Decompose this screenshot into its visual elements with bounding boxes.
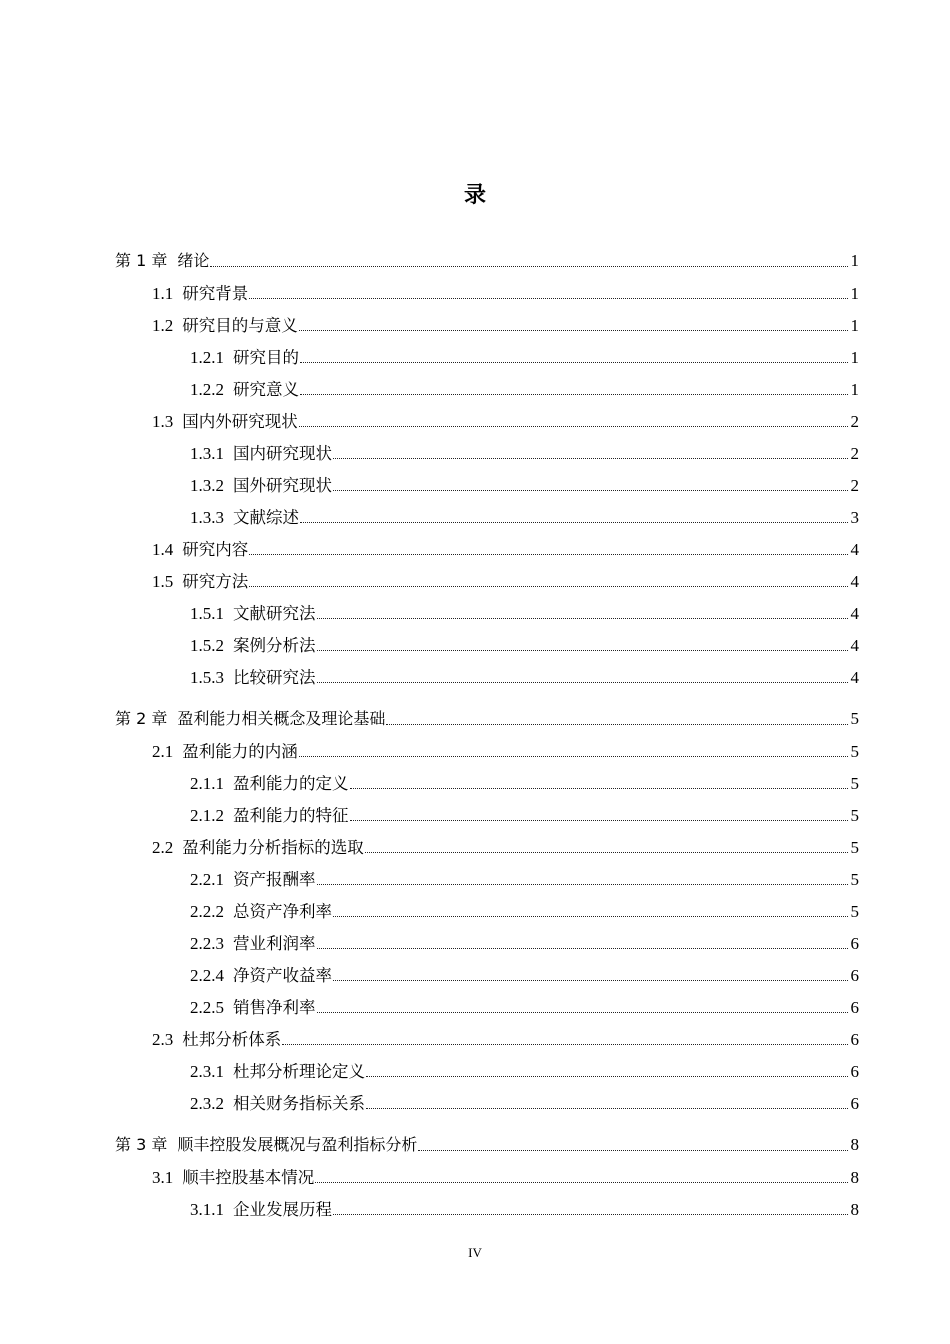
toc-entry-number: 1.3.2: [190, 476, 224, 495]
toc-subsection-entry[interactable]: [0, 798, 950, 830]
toc-entry-label: [152, 738, 298, 762]
dot-leader: [317, 650, 848, 651]
toc-entry-line: [152, 280, 859, 304]
toc-entry-number: 2.2.1: [190, 870, 224, 889]
toc-entry-line: [190, 472, 859, 496]
toc-entry-label: [190, 898, 332, 922]
toc-entry-title: 研究目的: [233, 348, 299, 367]
toc-page-number: 8: [850, 1168, 859, 1187]
toc-entry-title: 研究方法: [182, 572, 249, 591]
dot-leader: [386, 724, 847, 725]
toc-entry-line: [190, 802, 859, 826]
dot-leader: [317, 1012, 848, 1013]
toc-page-number: 1: [850, 380, 859, 399]
dot-leader: [249, 298, 847, 299]
toc-entry-line: [190, 376, 859, 400]
toc-section-entry[interactable]: [0, 734, 950, 766]
toc-entry-label: [190, 1058, 365, 1082]
page-number-footer: IV: [468, 1245, 482, 1260]
toc-entry-number: 第 2 章: [115, 709, 168, 728]
dot-leader: [317, 682, 848, 683]
toc-entry-title: 盈利能力的定义: [233, 774, 349, 793]
toc-entry-label: [152, 1164, 314, 1188]
dot-leader: [350, 820, 848, 821]
toc-entry-title: 顺丰控股基本情况: [182, 1168, 315, 1187]
toc-page-number: 5: [850, 838, 859, 857]
toc-entry-label: [190, 962, 332, 986]
toc-entry-number: 2.1.1: [190, 774, 224, 793]
toc-page-number: 8: [850, 1135, 859, 1154]
toc-entry-number: 1.4: [152, 540, 174, 559]
toc-page-number: 1: [850, 316, 859, 335]
toc-entry-label: [190, 664, 316, 688]
toc-entry-title: 营业利润率: [233, 934, 316, 953]
toc-chapter-entry[interactable]: [0, 244, 950, 276]
toc-page-number: 1: [850, 284, 859, 303]
toc-section-entry[interactable]: [0, 404, 950, 436]
toc-subsection-entry[interactable]: [0, 1192, 950, 1224]
toc-subsection-entry[interactable]: [0, 990, 950, 1022]
toc-entry-number: 1.2.2: [190, 380, 224, 399]
toc-entry-line: [190, 898, 859, 922]
toc-page-number: 5: [850, 870, 859, 889]
toc-subsection-entry[interactable]: [0, 436, 950, 468]
toc-entry-label: [115, 706, 385, 729]
toc-subsection-entry[interactable]: [0, 500, 950, 532]
toc-subsection-entry[interactable]: [0, 596, 950, 628]
toc-page-number: 6: [850, 934, 859, 953]
toc-entry-number: 1.2: [152, 316, 174, 335]
toc-entry-line: [152, 1026, 859, 1050]
toc-entry-title: 国内外研究现状: [182, 412, 298, 431]
toc-subsection-entry[interactable]: [0, 862, 950, 894]
toc-entry-title: 资产报酬率: [233, 870, 316, 889]
toc-entry-number: 1.1: [152, 284, 174, 303]
toc-entry-title: 企业发展历程: [233, 1200, 332, 1219]
toc-page-number: 2: [850, 412, 859, 431]
toc-page-number: 2: [850, 476, 859, 495]
toc-entry-label: [190, 994, 316, 1018]
toc-subsection-entry[interactable]: [0, 660, 950, 692]
table-of-contents: [0, 244, 950, 1224]
toc-entry-label: [152, 834, 364, 858]
dot-leader: [210, 266, 847, 267]
toc-page-number: 1: [850, 251, 859, 270]
dot-leader: [282, 1044, 847, 1045]
toc-entry-line: [152, 408, 859, 432]
toc-entry-number: 3.1: [152, 1168, 174, 1187]
dot-leader: [249, 554, 847, 555]
toc-entry-number: 2.2.2: [190, 902, 224, 921]
toc-entry-label: [190, 866, 316, 890]
toc-entry-number: 1.3: [152, 412, 174, 431]
toc-section-entry[interactable]: [0, 276, 950, 308]
dot-leader: [333, 490, 848, 491]
toc-subsection-entry[interactable]: [0, 628, 950, 660]
toc-entry-label: [190, 770, 349, 794]
toc-entry-line: [190, 962, 859, 986]
toc-entry-line: [190, 664, 859, 688]
toc-chapter-entry[interactable]: [0, 1128, 950, 1160]
toc-section-entry[interactable]: [0, 564, 950, 596]
dot-leader: [299, 756, 848, 757]
dot-leader: [366, 1108, 848, 1109]
dot-leader: [317, 948, 848, 949]
toc-subsection-entry[interactable]: [0, 894, 950, 926]
toc-section-entry[interactable]: [0, 1022, 950, 1054]
dot-leader: [299, 426, 848, 427]
toc-entry-label: [152, 1026, 281, 1050]
toc-subsection-entry[interactable]: [0, 926, 950, 958]
toc-entry-line: [115, 248, 859, 272]
toc-entry-line: [190, 866, 859, 890]
toc-entry-label: [190, 600, 316, 624]
toc-entry-label: [190, 802, 349, 826]
toc-entry-number: 1.5.1: [190, 604, 224, 623]
toc-entry-label: [190, 504, 299, 528]
toc-entry-number: 1.5: [152, 572, 174, 591]
toc-page-number: 8: [850, 1200, 859, 1219]
toc-section-entry[interactable]: [0, 830, 950, 862]
toc-entry-number: 1.2.1: [190, 348, 224, 367]
toc-entry-title: 案例分析法: [233, 636, 316, 655]
toc-entry-label: [190, 344, 299, 368]
toc-entry-title: 比较研究法: [233, 668, 316, 687]
toc-entry-number: 2.2.4: [190, 966, 224, 985]
toc-entry-line: [115, 1132, 859, 1156]
toc-entry-label: [190, 1196, 332, 1220]
toc-entry-label: [190, 440, 332, 464]
toc-entry-label: [115, 248, 209, 271]
toc-page-number: 6: [850, 998, 859, 1017]
toc-page-number: 3: [850, 508, 859, 527]
toc-entry-number: 2.3: [152, 1030, 174, 1049]
toc-entry-label: [152, 536, 248, 560]
toc-entry-title: 文献综述: [233, 508, 299, 527]
toc-page-number: 5: [850, 902, 859, 921]
toc-page-number: 4: [850, 604, 859, 623]
toc-entry-title: 盈利能力相关概念及理论基础: [177, 709, 386, 728]
toc-entry-number: 1.5.3: [190, 668, 224, 687]
toc-entry-label: [190, 1090, 365, 1114]
toc-entry-label: [152, 312, 298, 336]
toc-entry-label: [115, 1132, 417, 1155]
page-title: 录: [463, 183, 486, 208]
toc-entry-label: [190, 376, 299, 400]
toc-entry-title: 总资产净利率: [233, 902, 332, 921]
toc-page-number: 5: [850, 774, 859, 793]
toc-entry-title: 研究意义: [233, 380, 299, 399]
toc-page-number: 1: [850, 348, 859, 367]
toc-page-number: 4: [850, 636, 859, 655]
toc-entry-title: 盈利能力分析指标的选取: [182, 838, 364, 857]
toc-entry-line: [190, 632, 859, 656]
toc-page-number: 2: [850, 444, 859, 463]
toc-subsection-entry[interactable]: [0, 1054, 950, 1086]
toc-entry-number: 第 3 章: [115, 1135, 168, 1154]
toc-entry-line: [152, 568, 859, 592]
toc-entry-title: 杜邦分析理论定义: [233, 1062, 365, 1081]
toc-entry-number: 第 1 章: [115, 251, 168, 270]
toc-entry-label: [152, 568, 248, 592]
toc-entry-title: 盈利能力的特征: [233, 806, 349, 825]
toc-section-entry[interactable]: [0, 1160, 950, 1192]
toc-entry-title: 净资产收益率: [233, 966, 332, 985]
toc-entry-number: 2.3.1: [190, 1062, 224, 1081]
toc-page-number: 5: [850, 806, 859, 825]
dot-leader: [333, 980, 848, 981]
dot-leader: [315, 1182, 847, 1183]
toc-entry-line: [152, 536, 859, 560]
toc-page-number: 6: [850, 1030, 859, 1049]
toc-entry-title: 研究背景: [182, 284, 249, 303]
dot-leader: [333, 916, 848, 917]
toc-entry-title: 顺丰控股发展概况与盈利指标分析: [177, 1135, 418, 1154]
dot-leader: [365, 852, 848, 853]
toc-entry-label: [190, 472, 332, 496]
toc-entry-number: 1.3.3: [190, 508, 224, 527]
toc-entry-title: 盈利能力的内涵: [182, 742, 298, 761]
toc-entry-title: 研究目的与意义: [182, 316, 298, 335]
toc-entry-label: [152, 408, 298, 432]
toc-chapter-entry[interactable]: [0, 702, 950, 734]
toc-entry-line: [190, 344, 859, 368]
toc-entry-title: 杜邦分析体系: [182, 1030, 282, 1049]
toc-entry-label: [152, 280, 248, 304]
toc-entry-line: [190, 1196, 859, 1220]
toc-section-entry[interactable]: [0, 308, 950, 340]
toc-page-number: 5: [850, 742, 859, 761]
toc-entry-number: 2.2.5: [190, 998, 224, 1017]
toc-entry-number: 2.1.2: [190, 806, 224, 825]
toc-entry-line: [190, 440, 859, 464]
toc-page-number: 4: [850, 668, 859, 687]
toc-entry-line: [190, 600, 859, 624]
toc-entry-line: [190, 770, 859, 794]
toc-entry-title: 销售净利率: [233, 998, 316, 1017]
toc-entry-line: [152, 738, 859, 762]
toc-entry-line: [152, 1164, 859, 1188]
toc-entry-title: 研究内容: [182, 540, 249, 559]
dot-leader: [317, 618, 848, 619]
toc-entry-number: 2.3.2: [190, 1094, 224, 1113]
toc-subsection-entry[interactable]: [0, 340, 950, 372]
toc-page-number: 4: [850, 572, 859, 591]
toc-entry-title: 国内研究现状: [233, 444, 332, 463]
dot-leader: [300, 522, 848, 523]
dot-leader: [300, 362, 848, 363]
toc-entry-number: 1.3.1: [190, 444, 224, 463]
toc-subsection-entry[interactable]: [0, 1086, 950, 1118]
toc-entry-number: 2.2: [152, 838, 174, 857]
toc-page-number: 5: [850, 709, 859, 728]
toc-entry-number: 2.2.3: [190, 934, 224, 953]
toc-entry-title: 相关财务指标关系: [233, 1094, 365, 1113]
toc-entry-line: [115, 706, 859, 730]
toc-entry-label: [190, 632, 316, 656]
toc-entry-line: [190, 930, 859, 954]
toc-subsection-entry[interactable]: [0, 766, 950, 798]
toc-entry-number: 1.5.2: [190, 636, 224, 655]
toc-entry-title: 绪论: [177, 251, 210, 270]
toc-section-entry[interactable]: [0, 532, 950, 564]
toc-entry-title: 国外研究现状: [233, 476, 332, 495]
toc-subsection-entry[interactable]: [0, 468, 950, 500]
dot-leader: [333, 458, 848, 459]
toc-entry-line: [190, 1090, 859, 1114]
dot-leader: [300, 394, 848, 395]
toc-subsection-entry[interactable]: [0, 372, 950, 404]
dot-leader: [333, 1214, 848, 1215]
toc-page-number: 6: [850, 966, 859, 985]
toc-entry-line: [152, 312, 859, 336]
toc-entry-label: [190, 930, 316, 954]
dot-leader: [366, 1076, 848, 1077]
toc-entry-number: 2.1: [152, 742, 174, 761]
toc-page-number: 4: [850, 540, 859, 559]
dot-leader: [350, 788, 848, 789]
toc-entry-line: [152, 834, 859, 858]
dot-leader: [249, 586, 847, 587]
toc-entry-line: [190, 994, 859, 1018]
toc-page-number: 6: [850, 1094, 859, 1113]
toc-page-number: 6: [850, 1062, 859, 1081]
toc-entry-line: [190, 504, 859, 528]
toc-entry-line: [190, 1058, 859, 1082]
dot-leader: [317, 884, 848, 885]
toc-subsection-entry[interactable]: [0, 958, 950, 990]
dot-leader: [299, 330, 848, 331]
toc-entry-title: 文献研究法: [233, 604, 316, 623]
toc-entry-number: 3.1.1: [190, 1200, 224, 1219]
dot-leader: [418, 1150, 847, 1151]
